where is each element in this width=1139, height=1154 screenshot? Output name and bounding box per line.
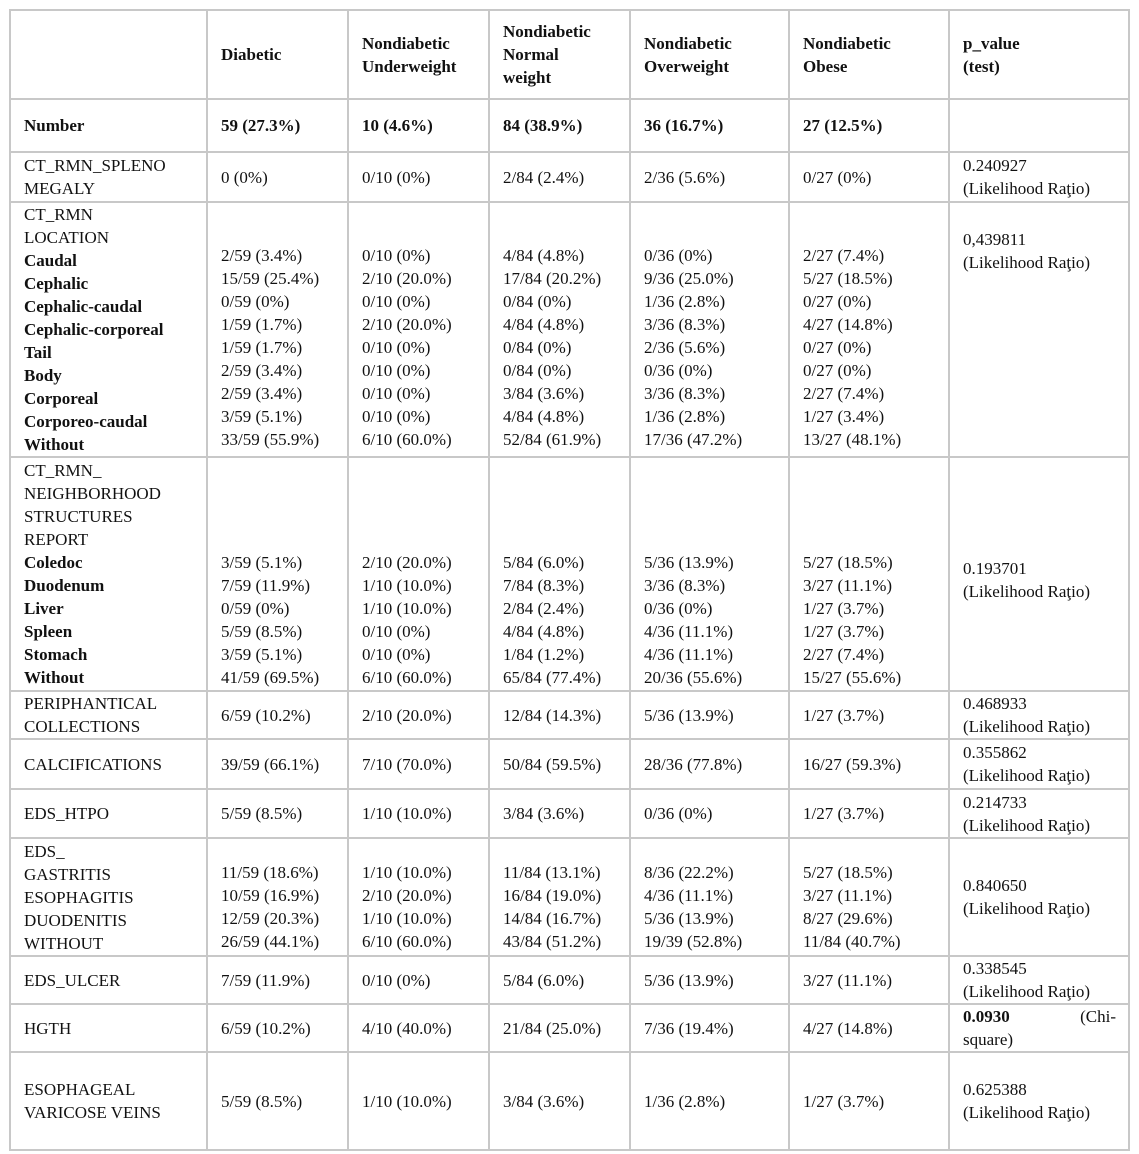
header-empty-cell — [10, 10, 207, 99]
pvalue-significant: 0.0930 — [963, 1007, 1010, 1026]
category-list: Coledoc Duodenum Liver Spleen Stomach Without — [24, 553, 105, 687]
header-pvalue: p_value (test) — [949, 10, 1129, 99]
cell-underweight: 2/10 (20.0%) — [348, 691, 489, 739]
cell-underweight: 4/10 (40.0%) — [348, 1004, 489, 1052]
cell-pvalue: 0.468933 (Likelihood Raţio) — [949, 691, 1129, 739]
cell-diabetic: 59 (27.3%) — [207, 99, 348, 152]
cell-overweight: 0/36 (0%) — [630, 789, 789, 838]
table-row-calcifications — [10, 739, 1129, 789]
cell-overweight: 2/36 (5.6%) — [630, 152, 789, 202]
cell-underweight: 0/10 (0%) — [348, 152, 489, 202]
cell-pvalue: 0.625388 (Likelihood Raţio) — [949, 1052, 1129, 1150]
cell-normal: 21/84 (25.0%) — [489, 1004, 630, 1052]
row-label: CT_RMN_ NEIGHBORHOOD STRUCTURES REPORT Coledoc Duodenum Liver Spleen Stomach Without — [10, 457, 207, 691]
cell-overweight: 0/36 (0%) 9/36 (25.0%) 1/36 (2.8%) 3/36 (8.3%) 2/36 (5.6%) 0/36 (0%) 3/36 (8.3%) 1/36 (2.8%) 17/36 (47.2%) — [630, 202, 789, 457]
row-label: HGTH — [10, 1004, 207, 1052]
row-label: PERIPHANTICAL COLLECTIONS — [10, 691, 207, 739]
row-label: Number — [10, 99, 207, 152]
table-row-htpo — [10, 789, 1129, 838]
header-row — [10, 10, 1129, 99]
row-label: ESOPHAGEAL VARICOSE VEINS — [10, 1052, 207, 1150]
cell-pvalue: 0,439811 (Likelihood Raţio) — [949, 202, 1129, 457]
cell-overweight: 5/36 (13.9%) — [630, 691, 789, 739]
cell-underweight: 1/10 (10.0%) — [348, 789, 489, 838]
cell-diabetic: 7/59 (11.9%) — [207, 956, 348, 1004]
table-row-neighborhood — [10, 457, 1129, 691]
table-row-collections — [10, 691, 1129, 739]
cell-pvalue: 0.338545 (Likelihood Raţio) — [949, 956, 1129, 1004]
table-row-hgth — [10, 1004, 1129, 1052]
cell-overweight: 8/36 (22.2%) 4/36 (11.1%) 5/36 (13.9%) 19/39 (52.8%) — [630, 838, 789, 956]
row-label: CT_RMN_SPLENO MEGALY — [10, 152, 207, 202]
cell-overweight: 1/36 (2.8%) — [630, 1052, 789, 1150]
cell-underweight: 10 (4.6%) — [348, 99, 489, 152]
cell-normal: 84 (38.9%) — [489, 99, 630, 152]
cell-normal: 50/84 (59.5%) — [489, 739, 630, 789]
header-obese: Nondiabetic Obese — [789, 10, 949, 99]
cell-normal: 5/84 (6.0%) — [489, 956, 630, 1004]
cell-obese: 5/27 (18.5%) 3/27 (11.1%) 1/27 (3.7%) 1/27 (3.7%) 2/27 (7.4%) 15/27 (55.6%) — [789, 457, 949, 691]
cell-obese: 3/27 (11.1%) — [789, 956, 949, 1004]
cell-pvalue: 0.240927 (Likelihood Raţio) — [949, 152, 1129, 202]
cell-obese: 1/27 (3.7%) — [789, 1052, 949, 1150]
cell-underweight: 0/10 (0%) 2/10 (20.0%) 0/10 (0%) 2/10 (20.0%) 0/10 (0%) 0/10 (0%) 0/10 (0%) 0/10 (0%) 6/10 (60.0%) — [348, 202, 489, 457]
cell-normal: 2/84 (2.4%) — [489, 152, 630, 202]
cell-overweight: 5/36 (13.9%) 3/36 (8.3%) 0/36 (0%) 4/36 (11.1%) 4/36 (11.1%) 20/36 (55.6%) — [630, 457, 789, 691]
cell-diabetic: 39/59 (66.1%) — [207, 739, 348, 789]
cell-obese: 0/27 (0%) — [789, 152, 949, 202]
category-list: Caudal Cephalic Cephalic-caudal Cephalic-corporeal Tail Body Corporeal Corporeo-caudal Without — [24, 251, 164, 454]
table-row-eds — [10, 838, 1129, 956]
cell-underweight: 1/10 (10.0%) — [348, 1052, 489, 1150]
row-label: CALCIFICATIONS — [10, 739, 207, 789]
pvalue-test: (Chi- — [1080, 1007, 1116, 1026]
cell-pvalue: 0.193701 (Likelihood Raţio) — [949, 457, 1129, 691]
cell-diabetic: 5/59 (8.5%) — [207, 1052, 348, 1150]
table-row-location — [10, 202, 1129, 457]
cell-normal: 3/84 (3.6%) — [489, 789, 630, 838]
cell-obese: 27 (12.5%) — [789, 99, 949, 152]
cell-obese: 16/27 (59.3%) — [789, 739, 949, 789]
cell-diabetic: 0 (0%) — [207, 152, 348, 202]
cell-pvalue: 0.355862 (Likelihood Raţio) — [949, 739, 1129, 789]
pvalue-test-cont: square) — [963, 1030, 1014, 1049]
header-overweight: Nondiabetic Overweight — [630, 10, 789, 99]
header-diabetic: Diabetic — [207, 10, 348, 99]
cell-normal: 4/84 (4.8%) 17/84 (20.2%) 0/84 (0%) 4/84 (4.8%) 0/84 (0%) 0/84 (0%) 3/84 (3.6%) 4/84 (4.8%) 52/84 (61.9%) — [489, 202, 630, 457]
cell-obese: 2/27 (7.4%) 5/27 (18.5%) 0/27 (0%) 4/27 (14.8%) 0/27 (0%) 0/27 (0%) 2/27 (7.4%) 1/27 (3.4%) 13/27 (48.1%) — [789, 202, 949, 457]
header-underweight: Nondiabetic Underweight — [348, 10, 489, 99]
cell-pvalue — [949, 99, 1129, 152]
cell-overweight: 36 (16.7%) — [630, 99, 789, 152]
row-label: EDS_ULCER — [10, 956, 207, 1004]
cell-diabetic: 11/59 (18.6%) 10/59 (16.9%) 12/59 (20.3%) 26/59 (44.1%) — [207, 838, 348, 956]
table-row-varices — [10, 1052, 1129, 1150]
cell-normal: 11/84 (13.1%) 16/84 (19.0%) 14/84 (16.7%) 43/84 (51.2%) — [489, 838, 630, 956]
cell-normal: 5/84 (6.0%) 7/84 (8.3%) 2/84 (2.4%) 4/84 (4.8%) 1/84 (1.2%) 65/84 (77.4%) — [489, 457, 630, 691]
cell-pvalue: 0.214733 (Likelihood Raţio) — [949, 789, 1129, 838]
cell-normal: 12/84 (14.3%) — [489, 691, 630, 739]
cell-diabetic: 5/59 (8.5%) — [207, 789, 348, 838]
cell-overweight: 5/36 (13.9%) — [630, 956, 789, 1004]
table-row-splenomegaly — [10, 152, 1129, 202]
cell-diabetic: 6/59 (10.2%) — [207, 1004, 348, 1052]
row-label: EDS_HTPO — [10, 789, 207, 838]
cell-obese: 5/27 (18.5%) 3/27 (11.1%) 8/27 (29.6%) 11/84 (40.7%) — [789, 838, 949, 956]
cell-overweight: 28/36 (77.8%) — [630, 739, 789, 789]
cell-diabetic: 6/59 (10.2%) — [207, 691, 348, 739]
cell-pvalue: 0.840650 (Likelihood Raţio) — [949, 838, 1129, 956]
cell-diabetic: 2/59 (3.4%) 15/59 (25.4%) 0/59 (0%) 1/59 (1.7%) 1/59 (1.7%) 2/59 (3.4%) 2/59 (3.4%) 3/59 (5.1%) 33/59 (55.9%) — [207, 202, 348, 457]
cell-overweight: 7/36 (19.4%) — [630, 1004, 789, 1052]
cell-obese: 1/27 (3.7%) — [789, 789, 949, 838]
cell-underweight: 7/10 (70.0%) — [348, 739, 489, 789]
cell-diabetic: 3/59 (5.1%) 7/59 (11.9%) 0/59 (0%) 5/59 (8.5%) 3/59 (5.1%) 41/59 (69.5%) — [207, 457, 348, 691]
row-label: EDS_ GASTRITIS ESOPHAGITIS DUODENITIS WITHOUT — [10, 838, 207, 956]
table-row-number — [10, 99, 1129, 152]
cell-underweight: 0/10 (0%) — [348, 956, 489, 1004]
results-table — [9, 9, 1130, 1151]
row-label: CT_RMN LOCATION Caudal Cephalic Cephalic-caudal Cephalic-corporeal Tail Body Corporeal Corporeo-caudal Without — [10, 202, 207, 457]
cell-obese: 1/27 (3.7%) — [789, 691, 949, 739]
header-normal-weight: Nondiabetic Normal weight — [489, 10, 630, 99]
cell-underweight: 1/10 (10.0%) 2/10 (20.0%) 1/10 (10.0%) 6/10 (60.0%) — [348, 838, 489, 956]
table-row-ulcer — [10, 956, 1129, 1004]
cell-normal: 3/84 (3.6%) — [489, 1052, 630, 1150]
cell-underweight: 2/10 (20.0%) 1/10 (10.0%) 1/10 (10.0%) 0/10 (0%) 0/10 (0%) 6/10 (60.0%) — [348, 457, 489, 691]
cell-pvalue — [949, 1004, 1129, 1052]
cell-obese: 4/27 (14.8%) — [789, 1004, 949, 1052]
